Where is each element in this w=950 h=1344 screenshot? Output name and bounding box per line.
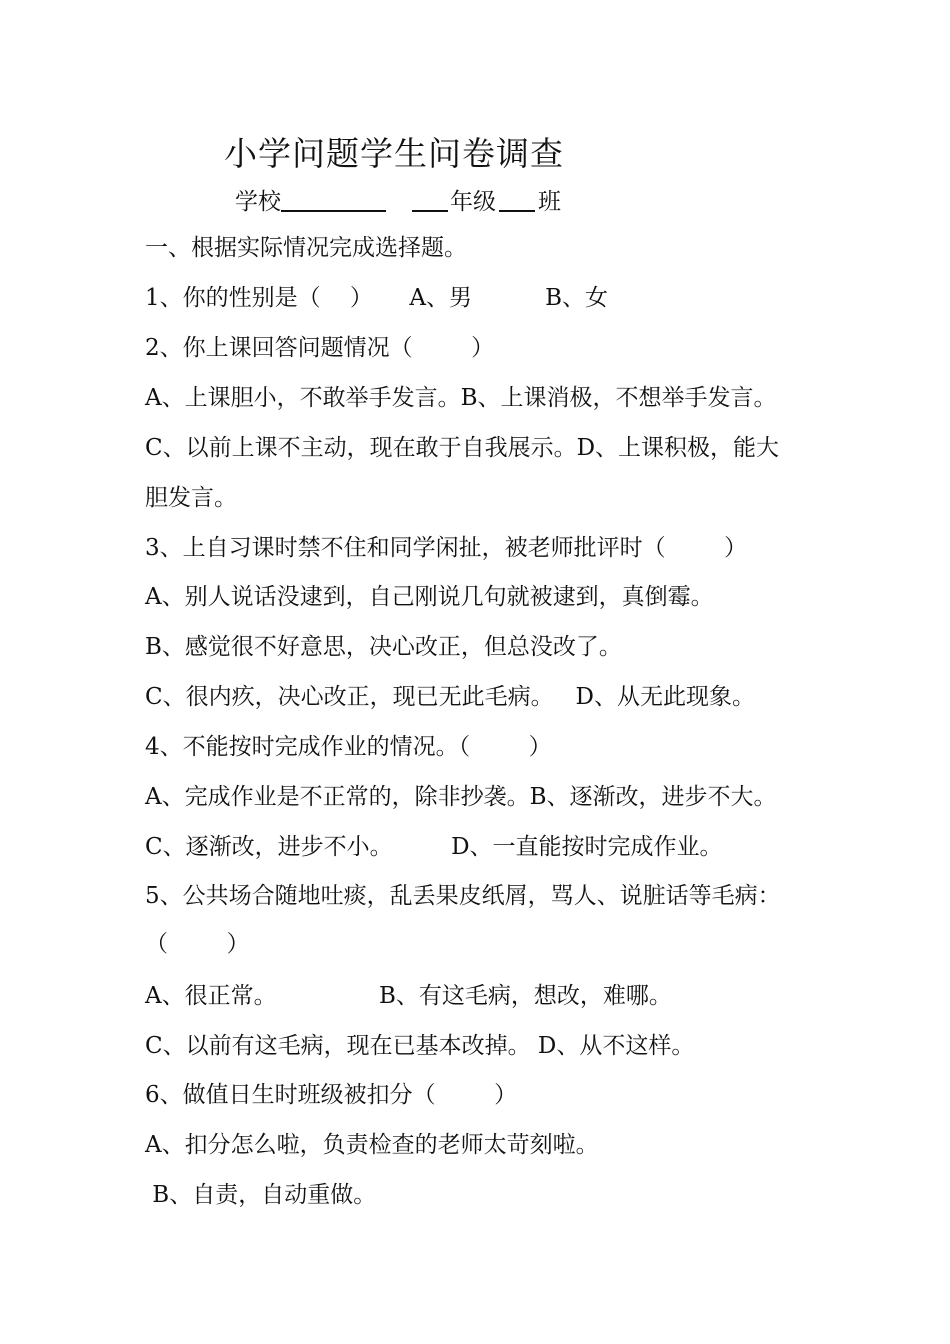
question-4: 4、不能按时完成作业的情况。（ ） bbox=[145, 734, 552, 760]
question-5-options-cd: C、以前有这毛病，现在已基本改掉。 D、从不这样。 bbox=[145, 1033, 695, 1059]
class-blank bbox=[499, 188, 535, 212]
question-6-option-b: B、自责，自动重做。 bbox=[145, 1182, 377, 1208]
question-4-options-cd: C、逐渐改，进步不小。 D、一直能按时完成作业。 bbox=[145, 834, 723, 860]
section-heading: 一、根据实际情况完成选择题。 bbox=[145, 235, 467, 261]
school-label: 学校 bbox=[235, 189, 281, 215]
grade-label: 年级 bbox=[450, 189, 496, 215]
question-2-options-cd-cont: 胆发言。 bbox=[145, 485, 237, 511]
question-4-options-ab: A、完成作业是不正常的，除非抄袭。B、逐渐改，进步不大。 bbox=[145, 784, 777, 810]
question-3-options-cd: C、很内疚，决心改正，现已无此毛病。 D、从无此现象。 bbox=[145, 684, 755, 710]
question-6-option-a: A、扣分怎么啦，负责检查的老师太苛刻啦。 bbox=[145, 1132, 599, 1158]
question-3-option-b: B、感觉很不好意思，决心改正，但总没改了。 bbox=[145, 634, 622, 660]
question-5-options-ab: A、很正常。 B、有这毛病，想改，难哪。 bbox=[145, 983, 672, 1009]
question-2-options-ab: A、上课胆小，不敢举手发言。B、上课消极，不想举手发言。 bbox=[145, 385, 777, 411]
page-title: 小学问题学生问卷调查 bbox=[224, 134, 564, 173]
question-1: 1、你的性别是（ ） A、男 B、女 bbox=[145, 285, 609, 311]
question-5: 5、公共场合随地吐痰，乱丢果皮纸屑，骂人、说脏话等毛病： bbox=[145, 883, 781, 909]
school-blank bbox=[281, 188, 386, 212]
school-grade-class-line bbox=[235, 183, 561, 216]
grade-blank bbox=[412, 188, 448, 212]
question-3: 3、上自习课时禁不住和同学闲扯，被老师批评时（ ） bbox=[145, 535, 748, 561]
question-2: 2、你上课回答问题情况（ ） bbox=[145, 335, 495, 361]
question-3-option-a: A、别人说话没逮到，自己刚说几句就被逮到，真倒霉。 bbox=[145, 584, 714, 610]
question-6: 6、做值日生时班级被扣分（ ） bbox=[145, 1082, 518, 1108]
class-label: 班 bbox=[538, 189, 561, 215]
question-2-options-cd: C、以前上课不主动，现在敢于自我展示。D、上课积极，能大 bbox=[145, 435, 780, 461]
question-5-answer-blank: （ ） bbox=[145, 931, 250, 957]
